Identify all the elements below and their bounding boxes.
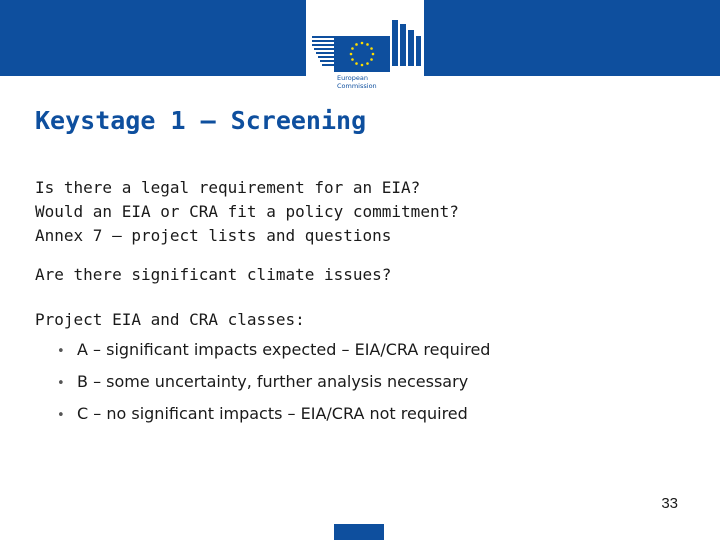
eu-star-icon (355, 43, 358, 46)
bullet-icon: • (57, 376, 65, 391)
eu-star-icon (351, 58, 354, 61)
bullet-text: A – significant impacts expected – EIA/CRA required (77, 340, 491, 359)
eu-star-icon (361, 42, 364, 45)
slide-title: Keystage 1 – Screening (35, 106, 367, 135)
bullet-item-b (57, 372, 468, 391)
eu-star-icon (361, 64, 364, 67)
eu-star-icon (370, 58, 373, 61)
page-number: 33 (661, 495, 678, 512)
climate-question: Are there significant climate issues? (35, 265, 392, 284)
eu-star-icon (372, 53, 375, 56)
bullet-item-c (57, 404, 468, 423)
bullet-item-a (57, 340, 490, 359)
footer-bar (334, 524, 384, 540)
bullet-icon: • (57, 408, 65, 423)
bullet-text: B – some uncertainty, further analysis necessary (77, 372, 469, 391)
bullet-icon: • (57, 344, 65, 359)
text-line-3: Annex 7 – project lists and questions (35, 226, 392, 245)
eu-star-icon (370, 47, 373, 50)
eu-star-icon (351, 47, 354, 50)
eu-star-icon (355, 62, 358, 65)
text-line-2: Would an EIA or CRA fit a policy commitment? (35, 202, 459, 221)
eu-star-icon (350, 53, 353, 56)
logo-text: European Commission (337, 74, 377, 90)
text-line-1: Is there a legal requirement for an EIA? (35, 178, 421, 197)
classes-heading: Project EIA and CRA classes: (35, 310, 305, 329)
european-commission-logo (306, 0, 424, 100)
eu-star-icon (366, 62, 369, 65)
bullet-text: C – no significant impacts – EIA/CRA not required (77, 404, 468, 423)
eu-star-icon (366, 43, 369, 46)
eu-flag-icon (334, 36, 390, 72)
